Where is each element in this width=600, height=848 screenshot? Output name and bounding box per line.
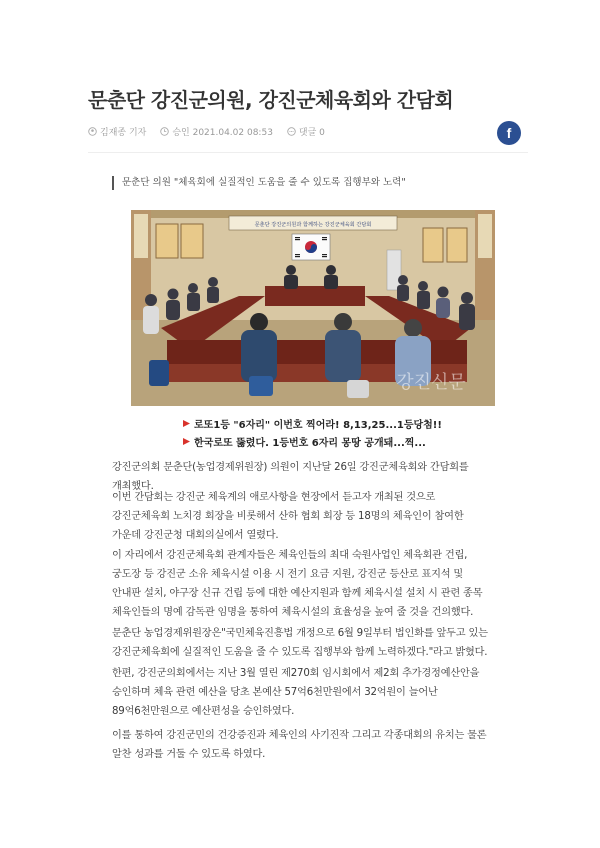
comment-count: 댓글 0 — [298, 127, 325, 138]
related-link-text: 로또1등 "6자리" 이번호 찍어라! 8,13,25...1등당첨!! — [194, 420, 442, 431]
facebook-share-button[interactable] — [497, 121, 521, 145]
article-paragraph: 강진군의회 문춘단(농업경제위원장) 의원이 지난달 26일 강진군체육회와 간담회를 개최했다. — [112, 462, 469, 492]
author-meta[interactable] — [88, 125, 146, 138]
comment-icon — [287, 127, 296, 136]
date-meta — [160, 125, 273, 138]
bullet-triangle-icon — [183, 438, 190, 445]
article-paragraph: 한편, 강진군의회에서는 지난 3월 열린 제270회 임시회에서 제2회 추가경정예산안을 승인하며 체육 관련 예산을 당초 본예산 57억6천만원에서 32억원이 늘어난 89억6천만원으로 예산편성을 승인하였다. — [112, 668, 480, 717]
related-link[interactable] — [183, 416, 483, 431]
header-divider — [88, 152, 528, 153]
clock-icon — [160, 127, 169, 136]
publish-date: 승인 2021.04.02 08:53 — [172, 127, 273, 138]
author-name: 김재종 기자 — [100, 127, 147, 138]
photo-banner-text: 문춘단 강진군의원과 함께하는 강진군체육회 간담회 — [254, 222, 372, 228]
related-link-text: 한국로또 뚫렸다. 1등번호 6자리 몽땅 공개돼...찍... — [194, 438, 426, 449]
bullet-triangle-icon — [183, 420, 190, 427]
article-title: 문춘단 강진군의원, 강진군체육회와 간담회 — [88, 88, 454, 112]
article-paragraph: 이를 통하여 강진군민의 건강증진과 체육인의 사기진작 그리고 각종대회의 유치는 물론 알찬 성과를 거둘 수 있도록 하였다. — [112, 730, 487, 760]
article-paragraph: 이번 간담회는 강진군 체육계의 애로사항을 현장에서 듣고자 개최된 것으로 강진군체육회 노치경 회장을 비롯해서 산하 협회 회장 등 18명의 체육인이 참여한 가운데 강진군청 대회의실에서 열렸다. — [112, 492, 464, 541]
article-subtitle: 문춘단 의원 "체육회에 실질적인 도움을 줄 수 있도록 집행부와 노력" — [112, 176, 406, 190]
article-paragraph: 문춘단 농업경제위원장은"국민체육진흥법 개정으로 6월 9일부터 법인화를 앞두고 있는 강진군체육회에 실질적인 도움을 줄 수 있도록 집행부와 함께 노력하겠다."라고 밝혔다. — [112, 628, 488, 658]
comments-meta[interactable] — [287, 125, 325, 138]
article-photo — [131, 210, 495, 406]
facebook-icon: f — [506, 125, 512, 141]
related-link[interactable] — [183, 434, 483, 449]
article-paragraph: 이 자리에서 강진군체육회 관계자들은 체육인들의 최대 숙원사업인 체육회관 건립, 궁도장 등 강진군 소유 체육시설 이용 시 전기 요금 지원, 강진군 등산로 표지석 및 안내판 설치, 야구장 신규 건립 등에 대한 예산지원과 함께 체육시설 설치 시 관련 종목 체육인들의 명예 감독관 임명을 통하여 체육시설의 효율성을 높여 줄 것을 건의했다. — [112, 550, 483, 618]
photo-watermark: 강진신문 — [396, 372, 466, 393]
article-meta — [88, 124, 325, 138]
user-icon — [88, 127, 97, 136]
